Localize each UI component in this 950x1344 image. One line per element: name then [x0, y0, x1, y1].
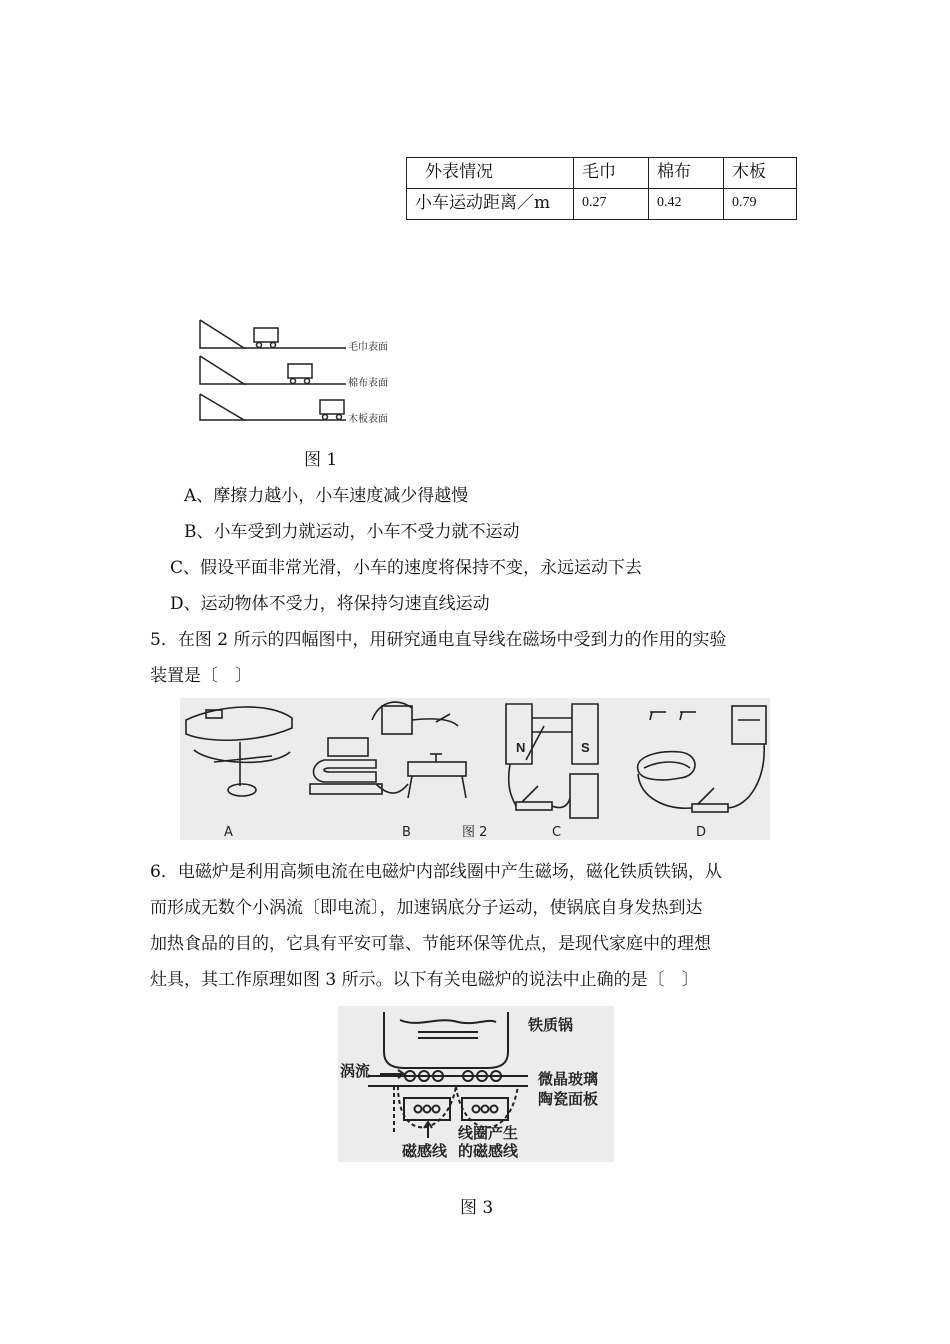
- table-row: [407, 189, 797, 220]
- figure-2-apparatus: [180, 698, 770, 840]
- figure-2-label-a: A: [224, 825, 233, 840]
- figure-2-label-c: C: [552, 825, 562, 840]
- table-row-label: 小车运动距离／m: [407, 189, 574, 220]
- table-header-row: [407, 158, 797, 189]
- table-header-cell: 木板: [724, 158, 797, 189]
- option-a: A、摩擦力越小，小车速度减少得越慢: [184, 486, 469, 506]
- table-header-cell: 外表情况: [407, 158, 574, 189]
- pot-label: 铁质锅: [528, 1016, 574, 1034]
- table-cell: 0.42: [649, 189, 724, 220]
- coil-label-1: 线圈产生: [458, 1124, 519, 1142]
- table-header-cell: 棉布: [649, 158, 724, 189]
- figure-2-label-d: D: [696, 825, 707, 840]
- field-label: 磁感线: [402, 1142, 448, 1160]
- magnet-n-label: N: [516, 740, 526, 755]
- surface-label: 木板表面: [348, 414, 388, 425]
- figure-2-caption: 图 2: [462, 825, 488, 840]
- question-5-line-1: 5．在图 2 所示的四幅图中，用研究通电直导线在磁场中受到力的作用的实验: [150, 630, 727, 650]
- figure-1-ramps: [196, 314, 406, 430]
- magnet-s-label: S: [581, 740, 590, 755]
- table-cell: 0.27: [574, 189, 649, 220]
- figure-2-label-b: B: [402, 825, 411, 840]
- option-c: C、假设平面非常光滑，小车的速度将保持不变，永远运动下去: [170, 558, 643, 578]
- question-6-line-4: 灶具，其工作原理如图 3 所示。以下有关电磁炉的说法中止确的是〔 〕: [150, 970, 699, 990]
- surface-label: 棉布表面: [348, 378, 388, 389]
- table-cell: 0.79: [724, 189, 797, 220]
- table-header-cell: 毛巾: [574, 158, 649, 189]
- option-d: D、运动物体不受力，将保持匀速直线运动: [170, 594, 490, 614]
- surface-label: 毛巾表面: [348, 342, 388, 353]
- eddy-label: 涡流: [340, 1062, 371, 1080]
- question-6-line-3: 加热食品的目的，它具有平安可靠、节能环保等优点，是现代家庭中的理想: [150, 934, 711, 954]
- question-6-line-1: 6．电磁炉是利用高频电流在电磁炉内部线圈中产生磁场，磁化铁质铁锅，从: [150, 862, 722, 882]
- question-6-line-2: 而形成无数个小涡流〔即电流〕，加速锅底分子运动，使锅底自身发热到达: [150, 898, 703, 918]
- panel-label-2: 陶瓷面板: [538, 1090, 599, 1108]
- figure-3-induction-cooker: [338, 1006, 614, 1162]
- coil-label-2: 的磁感线: [458, 1142, 519, 1160]
- figure-3-caption: 图 3: [460, 1198, 494, 1218]
- figure-1-caption: 图 1: [304, 450, 338, 470]
- question-5-line-2: 装置是〔 〕: [150, 666, 252, 686]
- panel-label-1: 微晶玻璃: [538, 1070, 599, 1088]
- results-table: [406, 157, 797, 220]
- option-b: B、小车受到力就运动，小车不受力就不运动: [184, 522, 520, 542]
